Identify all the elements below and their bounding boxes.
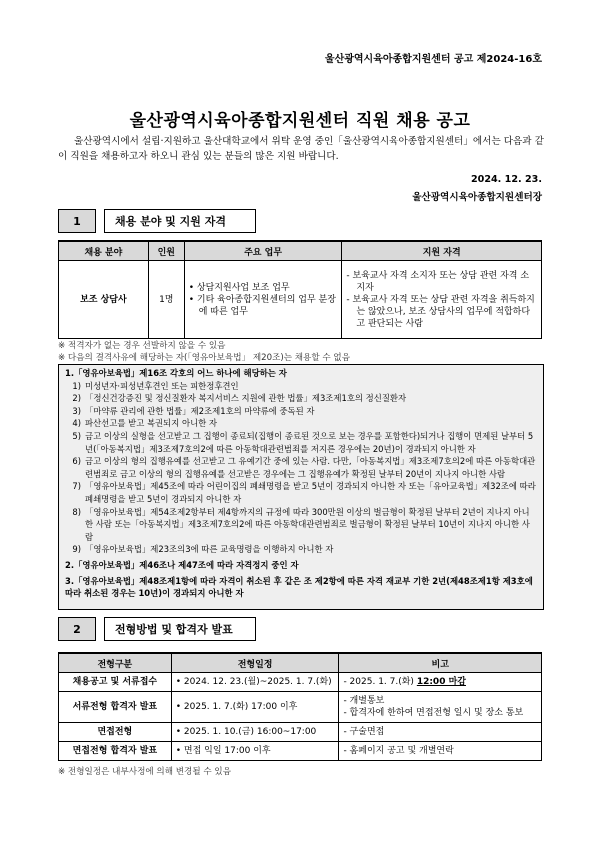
stage-cell: 면접전형 (59, 723, 172, 742)
col-header-field: 채용 분야 (59, 241, 149, 261)
list-item-text: 금고 이상의 실형을 선고받고 그 집행이 종료되(집행이 종료된 것으로 보는 경우를 포함한다)되거나 집행이 면제된 날부터 5년(「아동복지법」제3조제7호의2에 따른 아동학대관련범죄를 저지른 경우에는 20년)이 경과되지 아니한 자 (85, 430, 534, 454)
remarks-cell (339, 742, 542, 761)
field-cell: 보조 상담사 (59, 261, 149, 339)
section-1-number: 1 (58, 209, 96, 233)
schedule-cell: • 2025. 1. 10.(금) 16:00~17:00 (171, 723, 339, 742)
list-item-text: 「정신건강증진 및 정신질환자 복지서비스 지원에 관한 법률」제3조제1호의 정신질환자 (85, 393, 407, 404)
list-item-text: 「마약류 관리에 관한 법률」제2조제1호의 마약류에 중독된 자 (85, 405, 315, 416)
section-2-title: 전형방법 및 합격자 발표 (104, 617, 256, 641)
schedule-cell: • 2024. 12. 23.(월)~2025. 1. 7.(화) (171, 673, 339, 692)
remark-text: - 2025. 1. 7.(화) (343, 677, 417, 687)
duties-cell (184, 261, 342, 339)
list-item-number: 9) (72, 544, 81, 555)
list-item-number: 2) (72, 393, 81, 404)
list-item (65, 392, 537, 405)
list-item-number: 6) (72, 456, 81, 467)
disqualification-box (58, 364, 544, 610)
list-item (65, 480, 537, 505)
remarks-cell (339, 692, 542, 723)
list-item-text: 금고 이상의 형의 집행유예를 선고받고 그 유예기간 중에 있는 사람. 다만,「아동복지법」제3조제7호의2에 따른 아동학대관련범죄로 금고 이상의 형의 집행유예를 선고받은 경우에는 그 집행유예가 확정된 날부터 20년이 지나지 아니한 사람 (85, 456, 536, 479)
col-header-qualifications: 지원 자격 (342, 241, 542, 261)
announcement-number: 울산광역시육아종합지원센터 공고 제2024-16호 (324, 54, 542, 65)
announcement-date: 2024. 12. 23. (470, 174, 542, 185)
list-item-number: 3) (72, 405, 81, 416)
section-1-title: 채용 분야 및 지원 자격 (104, 209, 256, 233)
list-item (65, 430, 537, 455)
col-header-count: 인원 (148, 241, 184, 261)
section-2-number: 2 (58, 617, 96, 641)
list-item (65, 506, 537, 544)
list-item: - 보육교사 자격 또는 상담 관련 자격을 취득하지는 않았으나, 보조 상담사의 업무에 적합하다고 판단되는 사람 (346, 294, 535, 329)
remark-text: - 개별통보 (343, 696, 385, 706)
list-item (65, 380, 537, 393)
issuer-name: 울산광역시육아종합지원센터장 (412, 192, 542, 203)
deadline-emphasis: 12:00 마감 (416, 677, 466, 687)
intro-paragraph: 울산광역시에서 설립·지원하고 울산대학교에서 위탁 운영 중인「울산광역시육아종합지원센터」에서는 다음과 같이 직원을 채용하고자 하오니 관심 있는 분들의 많은 지원 바랍니다. (58, 136, 544, 162)
page-title: 울산광역시육아종합지원센터 직원 채용 공고 (129, 111, 471, 131)
schedule-cell: • 면접 익일 17:00 이후 (171, 742, 339, 761)
list-item-text: 미성년자·피성년후견인 또는 피한정후견인 (85, 380, 239, 391)
disqualification-item-3: 3.「영유아보육법」제48조제1항에 따라 자격이 취소된 후 같은 조 제2항에 따른 자격 재교부 기한 2년(제48조제1항 제3호에 따라 취소된 경우는 10년)이 경과되지 아니한 자 (65, 575, 533, 599)
stage-cell: 채용공고 및 서류접수 (59, 673, 172, 692)
disqualification-heading: 1.「영유아보육법」제16조 각호의 어느 하나에 해당하는 자 (65, 368, 287, 378)
count-cell: 1명 (148, 261, 184, 339)
table-row (59, 673, 542, 692)
remark-text: - 구술면접 (343, 727, 385, 737)
schedule-cell: • 2025. 1. 7.(화) 17:00 이후 (171, 692, 339, 723)
list-item-text: 「영유아보육법」제54조제2항부터 제4항까지의 규정에 따라 300만원 이상의 벌금형이 확정된 날부터 2년이 지나지 아니한 사람 또는「아동복지법」제3조제7호의2에 따른 아동학대관련범죄로 벌금형이 확정된 날부터 10년이 지나지 아니한 사람 (85, 506, 530, 542)
remark-text: - 홈페이지 공고 및 개별연락 (343, 746, 454, 756)
list-item: • 기타 육아종합지원센터의 업무 분장에 따른 업무 (188, 294, 336, 317)
qualifications-cell (342, 261, 542, 339)
list-item: • 상담지원사업 보조 업무 (188, 282, 290, 293)
disqualification-list (59, 380, 543, 556)
table-row (59, 742, 542, 761)
section-1-header (58, 209, 256, 233)
section-2-header (58, 617, 256, 641)
col-header-duties: 주요 업무 (184, 241, 342, 261)
table-row (59, 692, 542, 723)
stage-cell: 면접전형 합격자 발표 (59, 742, 172, 761)
schedule-footnote: ※ 전형일정은 내부사정에 의해 변경될 수 있음 (58, 767, 232, 777)
list-item (65, 417, 537, 430)
col-header-stage: 전형구분 (59, 653, 172, 673)
table-row (59, 723, 542, 742)
disqualification-item-2: 2.「영유아보육법」제46조나 제47조에 따라 자격정지 중인 자 (65, 559, 299, 570)
remarks-cell (339, 673, 542, 692)
list-item-number: 5) (72, 430, 81, 441)
list-item (65, 543, 537, 556)
list-item-number: 7) (72, 481, 81, 492)
list-item-text: 「영유아보육법」제23조의3에 따른 교육명령을 이행하지 아니한 자 (85, 544, 334, 555)
stage-cell: 서류전형 합격자 발표 (59, 692, 172, 723)
remark-text: - 합격자에 한하여 면접전형 일시 및 장소 통보 (343, 708, 524, 718)
list-item-number: 4) (72, 418, 81, 429)
recruitment-table (58, 240, 542, 339)
list-item (65, 455, 537, 480)
col-header-schedule: 전형일정 (171, 653, 339, 673)
list-item-number: 1) (72, 380, 81, 391)
schedule-table (58, 652, 542, 761)
col-header-remarks: 비고 (339, 653, 542, 673)
list-item-text: 파산선고를 받고 복권되지 아니한 자 (85, 418, 218, 429)
list-item (65, 405, 537, 418)
list-item: - 보육교사 자격 소지자 또는 상담 관련 자격 소지자 (346, 270, 530, 293)
remarks-cell (339, 723, 542, 742)
table-row (59, 261, 542, 339)
note-line: ※ 적격자가 없는 경우 선발하지 않을 수 있음 (58, 341, 226, 351)
list-item-number: 8) (72, 506, 81, 517)
list-item-text: 「영유아보육법」제45조에 따라 어린이집의 폐쇄명령을 받고 5년이 경과되지 아니한 자 또는「유아교육법」제32조에 따라 폐쇄명령을 받고 5년이 경과되지 아니한 자 (85, 481, 536, 504)
note-line: ※ 다음의 결격사유에 해당하는 자(「영유아보육법」 제20조)는 채용할 수 없음 (58, 353, 351, 363)
